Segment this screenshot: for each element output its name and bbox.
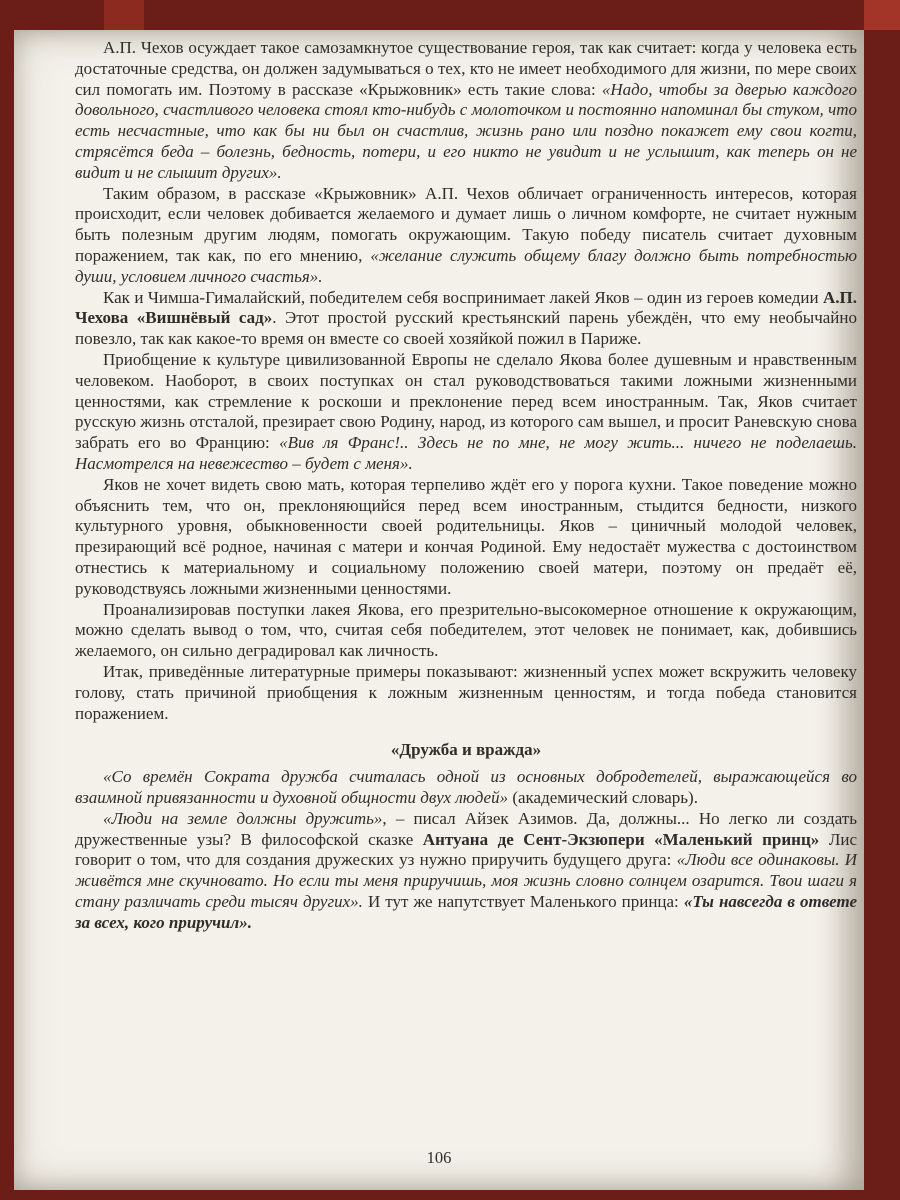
text-segment: «Люди на земле должны дружить» bbox=[103, 808, 383, 828]
text-segment: Таким образом, в рассказе «Крыжовник» А.П. Чехов обличает ограниченность интересов, которая происходит, если человек добивается желаемого и думает лишь о личном комфорте, не считает нужным быть полезным другим людям, помогать окружающим. Такую победу писатель считает духовным поражением, так как, по его мнению, bbox=[75, 183, 857, 265]
scan-corner-artifact bbox=[864, 0, 900, 30]
text-segment: Проанализировав поступки лакея Якова, его презрительно-высокомерное отношение к окружающим, можно сделать вывод о том, что, считая себя победителем, этот человек не понимает, как, добившись желаемого, он сильно деградировал как личность. bbox=[75, 599, 857, 661]
text-segment: (академический словарь). bbox=[508, 788, 698, 808]
text-segment: , – писал Айзек Азимов. Да, должны... Но легко ли создать дружественные узы? В философской сказке bbox=[75, 808, 857, 849]
paragraph bbox=[75, 184, 857, 288]
text-segment: И тут же напутствует Маленького принца: bbox=[362, 892, 684, 912]
text-segment: «желание служить общему благу должно быть потребностью души, условием личного счастья». bbox=[75, 245, 857, 286]
text-segment: Как и Чимша-Гималайский, победителем себя воспринимает лакей Яков – один из героев комедии bbox=[103, 287, 823, 307]
page-content bbox=[75, 38, 857, 934]
section-heading bbox=[75, 739, 857, 760]
text-segment: Лис говорит о том, что для создания дружеских уз нужно приручить будущего друга: bbox=[75, 829, 857, 870]
page bbox=[14, 30, 864, 1190]
text-segment: «Ты навсегда в ответе за всех, кого приручил». bbox=[75, 892, 857, 932]
paragraph bbox=[75, 600, 857, 662]
text-segment: «Надо, чтобы за дверью каждого довольного, счастливого человека стоял кто-нибудь с молоточком и постоянно напоминал бы стуком, что есть несчастные, что как бы ни был он счастлив, жизнь рано или поздно покажет ему свои когти, стрясётся беда – болезнь, бедность, потери, и его никто не увидит и не услышит, как теперь он не видит и не слышит других». bbox=[75, 79, 857, 182]
text-segment: А.П. Чехова «Вишнёвый сад» bbox=[75, 287, 857, 328]
text-segment: Антуана де Сент-Экзюпери «Маленький принц» bbox=[422, 829, 820, 849]
paragraph bbox=[75, 350, 857, 475]
text-segment: Приобщение к культуре цивилизованной Европы не сделало Якова более душевным и нравственным человеком. Наоборот, в своих поступках он стал руководствоваться такими ложными жизненными ценностями, как стремление к роскоши и преклонение перед всем иностранным. Так, Яков считает русскую жизнь отсталой, презирает свою Родину, народ, из которого сам вышел, и просит Раневскую снова забрать его во Францию: bbox=[75, 349, 857, 453]
paragraph bbox=[75, 475, 857, 600]
page-number: 106 bbox=[426, 1148, 452, 1167]
paragraph bbox=[75, 288, 857, 350]
text-segment: «Со времён Сократа дружба считалась одной из основных добродетелей, выражающейся во взаимной привязанности и духовной общности двух людей» bbox=[75, 767, 857, 808]
paragraph bbox=[75, 662, 857, 724]
text-segment: Яков не хочет видеть свою мать, которая терпеливо ждёт его у порога кухни. Такое поведение можно объяснить тем, что он, преклоняющийся перед всем иностранным, стыдится бедности, низкого культурного уровня, обыкновенности своей родительницы. Яков – циничный молодой человек, презирающий всё родное, начиная с матери и кончая Родиной. Ему недостаёт мужества с достоинством отнестись к материальному и социальному положению своей матери, поэтому он предаёт её, руководствуясь ложными жизненными ценностями. bbox=[75, 474, 857, 598]
text-segment: «Люди все одинаковы. И живётся мне скучновато. Но если ты меня приручишь, моя жизнь словно солнцем озарится. Твои шаги я стану различать среди тысяч других». bbox=[75, 850, 857, 912]
text-segment: А.П. Чехов осуждает такое самозамкнутое существование героя, так как считает: когда у человека есть достаточные средства, он должен задумываться о тех, кто не имеет необходимого для жизни, по мере своих сил помогать им. Поэтому в рассказе «Крыжовник» есть такие слова: bbox=[75, 38, 857, 99]
paragraph bbox=[75, 38, 857, 184]
text-segment: «Вив ля Франс!.. Здесь не по мне, не могу жить... ничего не поделаешь. Насмотрелся на невежество – будет с меня». bbox=[75, 433, 857, 473]
text-segment: . Этот простой русский крестьянский парень убеждён, что ему необычайно повезло, так как какое-то время он вместе со своей хозяйкой пожил в Париже. bbox=[75, 308, 858, 349]
text-segment: «Дружба и вражда» bbox=[390, 740, 542, 760]
paragraph bbox=[75, 809, 857, 934]
scan-top-artifact bbox=[104, 0, 144, 30]
paragraph bbox=[75, 767, 857, 809]
text-segment: Итак, приведённые литературные примеры показывают: жизненный успех может вскружить человеку голову, стать причиной приобщения к ложным жизненным ценностям, и тогда победа становится поражением. bbox=[75, 661, 857, 723]
